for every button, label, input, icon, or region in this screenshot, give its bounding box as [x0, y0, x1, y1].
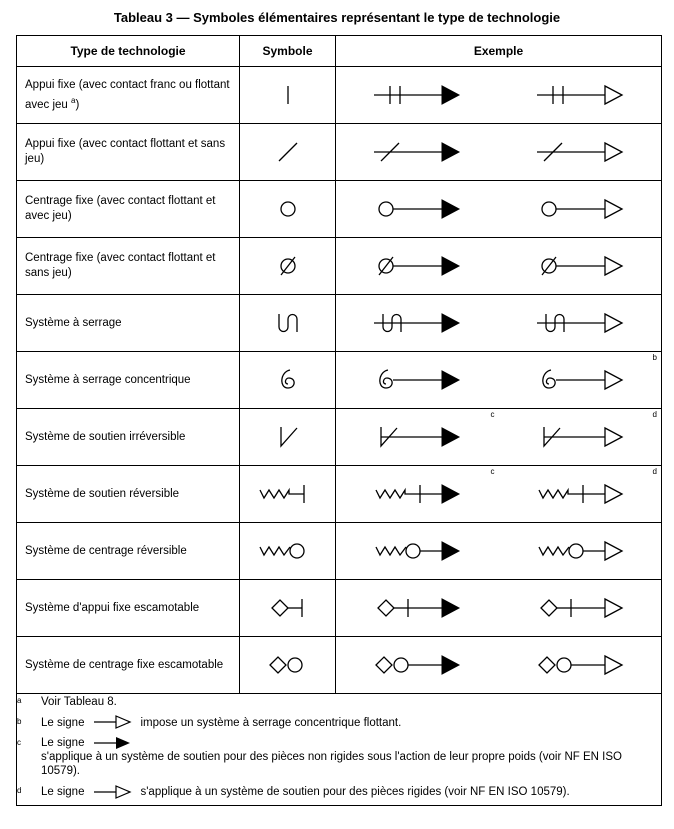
footnote-ref: b [652, 353, 657, 362]
table-row [17, 238, 662, 295]
example-cell [336, 124, 662, 181]
technology-type-label: Appui fixe (avec contact flottant et sans jeu) [25, 138, 226, 165]
technology-type-label: Système de centrage fixe escamotable [25, 658, 224, 671]
filled-arrow-example-icon [336, 650, 499, 680]
example-cell [336, 238, 662, 295]
table-row [17, 295, 662, 352]
header-type: Type de technologie [17, 36, 240, 67]
open-arrow-example-icon [499, 593, 662, 623]
table-row [17, 466, 662, 523]
footnote-text: Voir Tableau 8. [41, 695, 117, 708]
table-row [17, 124, 662, 181]
technology-type-cell [17, 295, 240, 352]
symbol-cell [240, 523, 336, 580]
symbol-cell [240, 181, 336, 238]
symbol-cell [240, 580, 336, 637]
slashed-circle-symbol-icon [258, 252, 318, 280]
open-arrow-example-icon [499, 650, 662, 680]
open-arrow-example-icon [499, 251, 662, 281]
example-cell [336, 637, 662, 694]
technology-type-label: Appui fixe (avec contact franc ou flottant avec jeu [25, 78, 230, 111]
slash-symbol-icon [258, 138, 318, 166]
v-support-symbol-icon [258, 423, 318, 451]
open-arrow-example-icon [499, 308, 662, 338]
open-arrow-example-icon [499, 137, 662, 167]
technology-type-label: Système à serrage concentrique [25, 373, 191, 386]
symbol-cell [240, 352, 336, 409]
footnote-ref: d [652, 410, 657, 419]
table-row [17, 67, 662, 124]
filled-arrow-example-icon [336, 593, 499, 623]
footnote-item [17, 784, 661, 799]
zigzag-circle-symbol-icon [258, 537, 318, 565]
table-row [17, 580, 662, 637]
table-row [17, 637, 662, 694]
technology-type-cell [17, 637, 240, 694]
table-row [17, 409, 662, 466]
circle-symbol-icon [258, 195, 318, 223]
symbol-cell [240, 124, 336, 181]
technology-type-cell [17, 523, 240, 580]
footnote-mark: b [17, 717, 22, 726]
filled-arrow-example-icon [336, 467, 499, 509]
footnote-text: Le signe [41, 785, 85, 798]
footnote-ref: d [652, 467, 657, 476]
footnote-mark: c [17, 738, 21, 747]
footnote-item [17, 694, 661, 709]
example-cell [336, 409, 662, 466]
spiral-symbol-icon [258, 366, 318, 394]
footnote-mark: d [17, 786, 22, 796]
technology-type-label: Système d'appui fixe escamotable [25, 601, 200, 614]
example-cell [336, 181, 662, 238]
open-arrow-example-icon [499, 467, 662, 509]
technology-type-label: Système de soutien irréversible [25, 430, 186, 443]
technology-symbols-table [16, 35, 662, 806]
open-arrow-icon [84, 785, 140, 799]
filled-arrow-example-icon [336, 536, 499, 566]
table-row [17, 352, 662, 409]
table-row [17, 523, 662, 580]
filled-arrow-icon [84, 736, 140, 750]
footnote-mark: a [17, 696, 22, 705]
technology-type-cell [17, 67, 240, 124]
technology-type-cell [17, 580, 240, 637]
footnote-text: s'applique à un système de soutien pour des pièces rigides (voir NF EN ISO 10579). [140, 785, 570, 798]
footnote-text: Le signe [41, 716, 85, 729]
open-arrow-example-icon [499, 194, 662, 224]
footnote-text: Le signe [41, 737, 85, 750]
footnote-ref: c [490, 410, 495, 419]
zigzag-bar-symbol-icon [258, 480, 318, 508]
open-arrow-icon [84, 715, 140, 729]
technology-type-label: Système de soutien réversible [25, 487, 180, 500]
filled-arrow-example-icon [336, 80, 499, 110]
filled-arrow-example-icon [336, 137, 499, 167]
filled-arrow-example-icon [336, 194, 499, 224]
technology-type-cell [17, 466, 240, 523]
symbol-cell [240, 466, 336, 523]
footnote-text: s'applique à un système de soutien pour des pièces non rigides sous l'action de leur propre poids (voir NF EN ISO 10579). [41, 751, 622, 778]
technology-type-cell [17, 352, 240, 409]
footnote-ref: a [71, 95, 76, 105]
footnote-ref: c [490, 467, 495, 476]
footnote-item [17, 736, 661, 778]
symbol-cell [240, 295, 336, 352]
header-symbol: Symbole [240, 36, 336, 67]
technology-type-label: Centrage fixe (avec contact flottant et avec jeu) [25, 195, 216, 222]
diamond-bar-symbol-icon [258, 594, 318, 622]
footnote-item [17, 715, 661, 730]
open-arrow-example-icon [499, 536, 662, 566]
symbol-cell [240, 409, 336, 466]
technology-type-tail: ) [75, 98, 80, 111]
example-cell [336, 352, 662, 409]
technology-type-cell [17, 238, 240, 295]
symbol-cell [240, 637, 336, 694]
open-arrow-example-icon [499, 410, 662, 452]
filled-arrow-example-icon [336, 308, 499, 338]
open-arrow-example-icon [499, 80, 662, 110]
technology-type-cell [17, 124, 240, 181]
vertical-bar-symbol-icon [258, 81, 318, 109]
footnote-text: impose un système à serrage concentrique flottant. [140, 716, 402, 729]
clamp-symbol-icon [258, 309, 318, 337]
footnotes [17, 694, 662, 806]
symbol-cell [240, 67, 336, 124]
technology-type-cell [17, 409, 240, 466]
open-arrow-example-icon [499, 353, 662, 395]
filled-arrow-example-icon [336, 410, 499, 452]
technology-type-label: Système de centrage réversible [25, 544, 187, 557]
example-cell [336, 466, 662, 523]
example-cell [336, 523, 662, 580]
table-title: Tableau 3 — Symboles élémentaires représentant le type de technologie [113, 10, 561, 25]
header-row [17, 36, 662, 67]
example-cell [336, 67, 662, 124]
filled-arrow-example-icon [336, 251, 499, 281]
technology-type-label: Système à serrage [25, 316, 122, 329]
table-row [17, 181, 662, 238]
example-cell [336, 295, 662, 352]
header-example: Exemple [336, 36, 662, 67]
filled-arrow-example-icon [336, 365, 499, 395]
symbol-cell [240, 238, 336, 295]
example-cell [336, 580, 662, 637]
diamond-circle-symbol-icon [258, 651, 318, 679]
technology-type-label: Centrage fixe (avec contact flottant et sans jeu) [25, 252, 216, 279]
technology-type-cell [17, 181, 240, 238]
